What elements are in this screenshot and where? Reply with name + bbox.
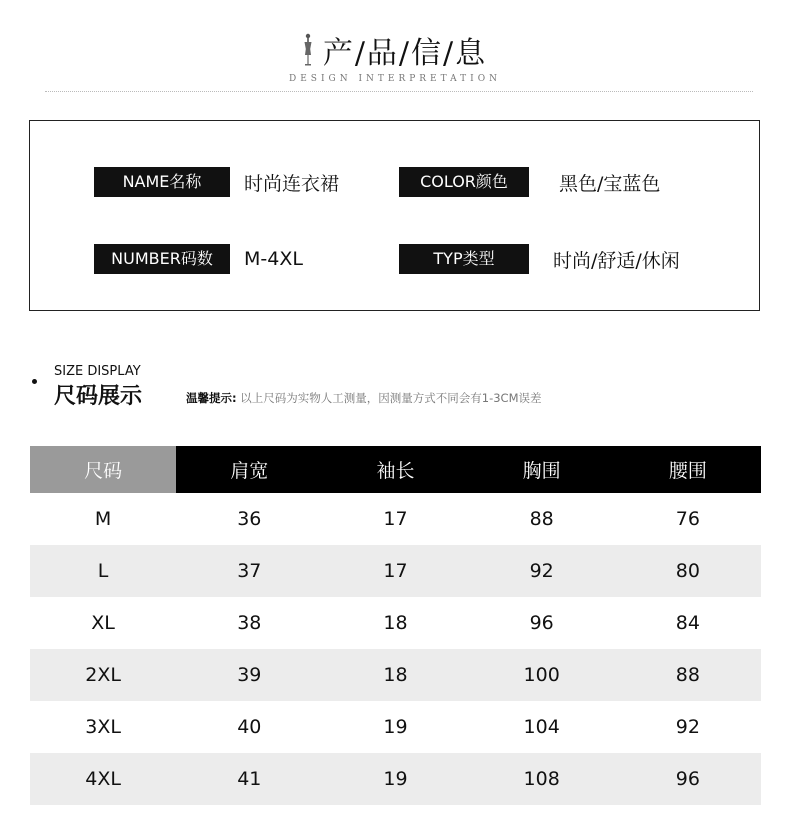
table-row <box>30 597 761 649</box>
page-header <box>0 28 790 84</box>
title-row <box>0 28 790 72</box>
table-cell: 92 <box>675 716 700 738</box>
table-cell: 84 <box>675 612 700 634</box>
number-value: M-4XL <box>244 248 303 270</box>
table-cell: 76 <box>675 508 700 530</box>
table-cell: 41 <box>176 753 322 805</box>
size-table <box>30 446 761 805</box>
table-row <box>30 701 761 753</box>
page-title: 产/品/信/息 <box>322 36 488 71</box>
tip-text: 以上尺码为实物人工测量，因测量方式不同会有1-3CM误差 <box>240 391 542 405</box>
number-label: NUMBER码数 <box>94 244 230 274</box>
type-label: TYP类型 <box>399 244 529 274</box>
table-cell: 96 <box>615 753 761 805</box>
table-header-row <box>30 446 761 493</box>
table-cell: 3XL <box>85 716 121 738</box>
table-cell: XL <box>91 612 115 634</box>
table-cell: M <box>94 508 112 530</box>
table-cell: 96 <box>529 612 554 634</box>
table-row <box>30 545 761 597</box>
name-value: 时尚连衣裙 <box>244 172 340 195</box>
tip-label: 温馨提示: <box>186 391 237 405</box>
column-header: 袖长 <box>322 446 468 493</box>
size-title-en: SIZE DISPLAY <box>54 364 141 379</box>
table-cell: 18 <box>322 649 468 701</box>
table-cell: 38 <box>237 612 262 634</box>
header-divider <box>45 91 753 92</box>
table-cell: 2XL <box>30 649 176 701</box>
info-type <box>399 244 680 274</box>
table-cell: 39 <box>176 649 322 701</box>
column-header: 尺码 <box>30 446 176 493</box>
table-row <box>30 649 761 701</box>
info-name <box>94 167 339 197</box>
table-cell: 19 <box>322 753 468 805</box>
size-title-cn: 尺码展示 <box>54 384 143 409</box>
column-header: 肩宽 <box>176 446 322 493</box>
table-cell: 4XL <box>30 753 176 805</box>
table-cell: 17 <box>322 545 468 597</box>
table-cell: 88 <box>615 649 761 701</box>
table-cell: 19 <box>383 716 408 738</box>
info-color <box>399 167 660 197</box>
table-cell: 36 <box>237 508 262 530</box>
measurement-tip <box>186 390 542 406</box>
table-cell: 17 <box>383 508 408 530</box>
column-header: 胸围 <box>469 446 615 493</box>
product-info-box <box>29 120 760 311</box>
table-cell: 80 <box>615 545 761 597</box>
mannequin-icon <box>303 33 313 67</box>
table-cell: 100 <box>469 649 615 701</box>
type-value: 时尚/舒适/休闲 <box>553 249 680 272</box>
table-row <box>30 493 761 545</box>
color-label: COLOR颜色 <box>399 167 529 197</box>
table-cell: 37 <box>176 545 322 597</box>
table-cell: 18 <box>383 612 408 634</box>
table-cell: 88 <box>529 508 554 530</box>
table-cell: L <box>30 545 176 597</box>
page-subtitle: DESIGN INTERPRETATION <box>289 74 501 84</box>
table-cell: 108 <box>469 753 615 805</box>
column-header: 腰围 <box>615 446 761 493</box>
color-value: 黑色/宝蓝色 <box>559 172 661 195</box>
table-row <box>30 753 761 805</box>
table-cell: 92 <box>469 545 615 597</box>
table-cell: 104 <box>523 716 560 738</box>
bullet-dot <box>32 379 37 384</box>
name-label: NAME名称 <box>94 167 230 197</box>
table-cell: 40 <box>237 716 262 738</box>
info-number <box>94 244 303 274</box>
